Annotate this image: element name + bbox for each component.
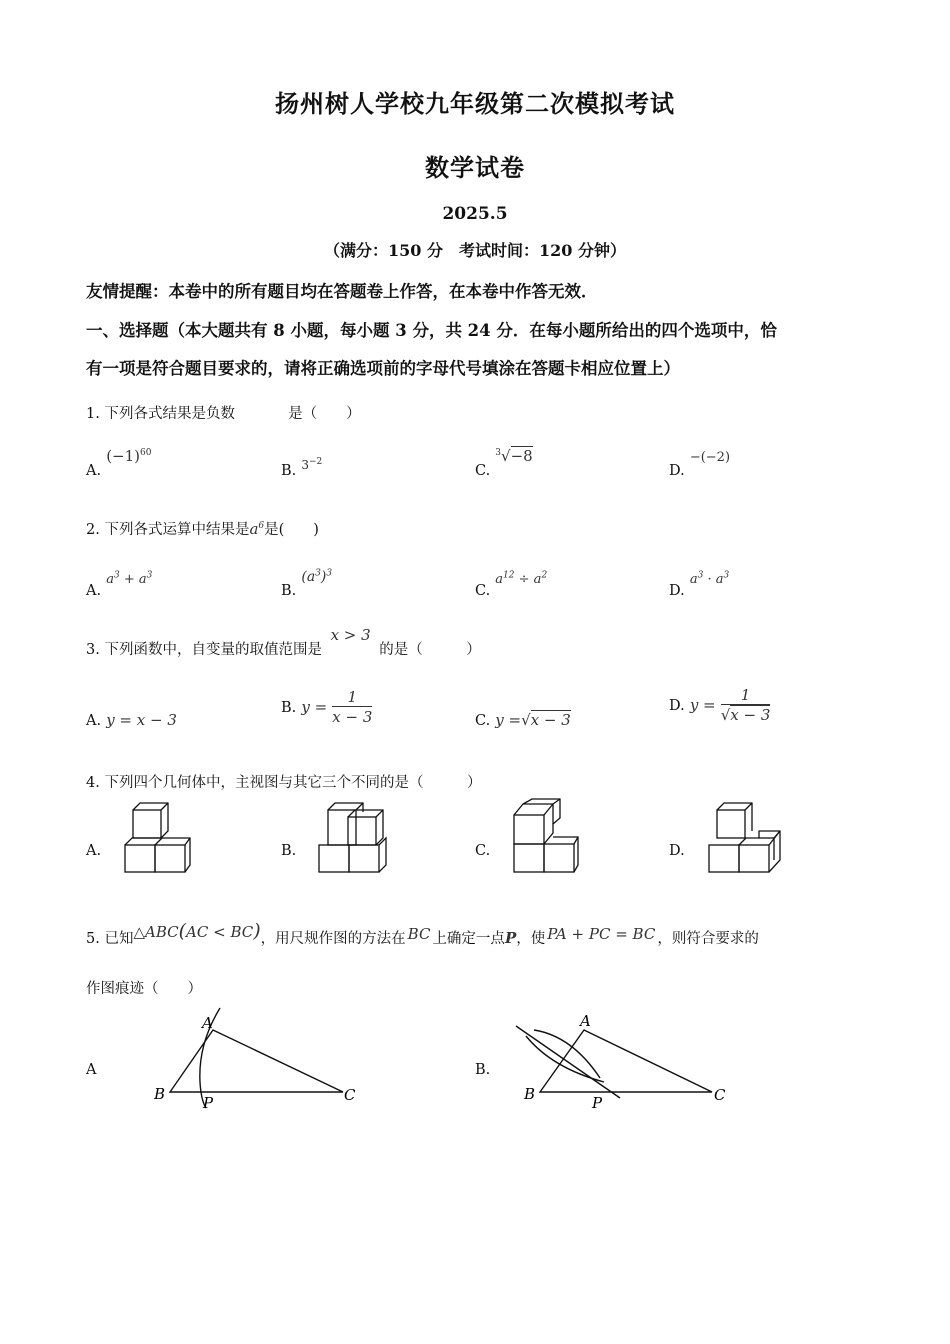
option-expression: $a^{12} \div a^2$ xyxy=(495,570,548,587)
question-text: ，用尺规作图的方法在 xyxy=(260,931,406,947)
q4-option-a-figure xyxy=(118,800,198,876)
q1-option-b[interactable] xyxy=(281,446,323,479)
question-3 xyxy=(86,626,481,659)
math-equation: PA + PC = BC xyxy=(547,925,656,943)
q3-option-c[interactable]: C. y =√x − 3 xyxy=(475,711,571,729)
q4-option-c-label[interactable]: C. xyxy=(475,843,491,859)
question-1 xyxy=(86,402,361,423)
q4-option-d-figure xyxy=(702,800,786,876)
option-lhs: y = xyxy=(689,696,716,714)
section-1-line-2: 有一项是符合题目要求的，请将正确选项前的字母代号填涂在答题卡相应位置上） xyxy=(86,359,680,378)
question-number: 4. xyxy=(86,775,100,791)
math-condition: x > 3 xyxy=(330,626,371,644)
option-label: C. xyxy=(475,713,491,729)
option-expression: 3−2 xyxy=(301,457,323,472)
option-label: B. xyxy=(281,583,297,599)
question-text: 上确定一点 xyxy=(432,931,505,947)
option-label: C. xyxy=(475,583,491,599)
option-label: D. xyxy=(669,463,685,479)
school-title: 扬州树人学校九年级第二次模拟考试 xyxy=(275,89,675,118)
exam-date: 2025.5 xyxy=(442,204,508,224)
option-label: B. xyxy=(281,463,297,479)
option-label: A. xyxy=(86,463,102,479)
math-segment: BC xyxy=(407,925,431,943)
q3-option-a[interactable] xyxy=(86,710,177,729)
question-text: 下列各式结果是负数 xyxy=(104,406,235,422)
notice: 友情提醒：本卷中的所有题目均在答题卷上作答，在本卷中作答无效． xyxy=(86,282,598,301)
q5-option-a-figure xyxy=(148,1004,368,1116)
section-1-line-1: 一、选择题（本大题共有 8 小题，每小题 3 分，共 24 分．在每小题所给出的四个选项中，恰 xyxy=(86,321,777,340)
question-text: 的是（ ） xyxy=(379,642,481,658)
q2-option-b[interactable] xyxy=(281,566,333,599)
question-number: 1. xyxy=(86,406,100,422)
vertex-c-label: C xyxy=(714,1086,726,1104)
q5-option-b-label[interactable]: B. xyxy=(475,1062,491,1078)
option-expression: $a^3 \cdot a^3$ xyxy=(689,570,730,587)
vertex-b-label: B xyxy=(154,1085,166,1103)
q4-option-b-figure xyxy=(312,800,396,876)
vertex-b-label: B xyxy=(524,1085,536,1103)
option-expression: $a^3 + a^3$ xyxy=(106,570,153,587)
vertex-a-label: A xyxy=(580,1012,591,1030)
question-number: 5. xyxy=(86,931,100,947)
option-radicand: x − 3 xyxy=(530,711,571,729)
q3-option-d[interactable] xyxy=(669,686,770,725)
q4-option-c-figure xyxy=(506,798,586,876)
question-text: ，则符合要求的 xyxy=(657,931,759,947)
q3-option-b[interactable] xyxy=(281,688,372,727)
math-triangle: △ABC(AC < BC) xyxy=(133,920,261,942)
option-label: D. xyxy=(669,583,685,599)
question-text: ，使 xyxy=(516,931,546,947)
option-label: B. xyxy=(281,700,297,716)
math-point: P xyxy=(504,929,517,947)
option-lhs: y = xyxy=(495,711,522,729)
exam-info: （满分：150 分 考试时间：120 分钟） xyxy=(324,241,626,260)
option-fraction: $\frac{1}{√x - 3}$ xyxy=(720,686,771,724)
option-label: C. xyxy=(475,463,491,479)
option-expression: y = x − 3 xyxy=(106,711,177,729)
option-lhs: y = xyxy=(301,698,328,716)
question-5-line-2: 作图痕迹（ ） xyxy=(86,981,202,997)
q2-option-d[interactable] xyxy=(669,568,730,599)
question-text: 下列函数中，自变量的取值范围是 xyxy=(104,642,322,658)
option-label: D. xyxy=(669,698,685,714)
question-2 xyxy=(86,518,319,539)
q4-option-d-label[interactable]: D. xyxy=(669,843,685,859)
section-1-heading xyxy=(86,312,866,388)
q4-option-a-label[interactable]: A. xyxy=(86,843,102,859)
q2-option-a[interactable] xyxy=(86,568,153,599)
question-text: 是( ) xyxy=(264,522,319,538)
vertex-a-label: A xyxy=(202,1014,213,1032)
option-fraction: $\frac{1}{x - 3}$ xyxy=(332,688,373,726)
question-number: 2. xyxy=(86,522,100,538)
point-p-label: P xyxy=(592,1094,603,1112)
option-expression: $(-1)^{60}$ xyxy=(106,447,152,465)
option-expression: $(a^3)^3$ xyxy=(301,568,333,585)
q4-option-b-label[interactable]: B. xyxy=(281,843,297,859)
question-text: 下列四个几何体中，主视图与其它三个不同的是（ ） xyxy=(104,775,482,791)
subject-title: 数学试卷 xyxy=(425,153,525,182)
q1-option-c[interactable] xyxy=(475,446,533,479)
q2-option-c[interactable] xyxy=(475,568,548,599)
option-expression: −(−2) xyxy=(689,450,731,465)
option-label: A. xyxy=(86,713,102,729)
question-text: 下列各式运算中结果是 xyxy=(104,522,250,538)
q1-option-d[interactable] xyxy=(669,446,731,479)
question-number: 3. xyxy=(86,642,100,658)
vertex-c-label: C xyxy=(344,1086,356,1104)
option-label: A. xyxy=(86,583,102,599)
math-a6: $a^6$ xyxy=(249,520,265,538)
q5-option-b-figure xyxy=(512,1008,742,1118)
option-expression: $^3$√−8 xyxy=(495,447,533,465)
q5-option-a-label[interactable]: A xyxy=(86,1062,97,1078)
question-text: 是（ ） xyxy=(288,406,361,422)
question-text: 已知 xyxy=(104,931,134,947)
question-4 xyxy=(86,771,481,792)
question-5 xyxy=(86,920,759,948)
q1-option-a[interactable] xyxy=(86,446,152,479)
point-p-label: P xyxy=(203,1094,214,1112)
